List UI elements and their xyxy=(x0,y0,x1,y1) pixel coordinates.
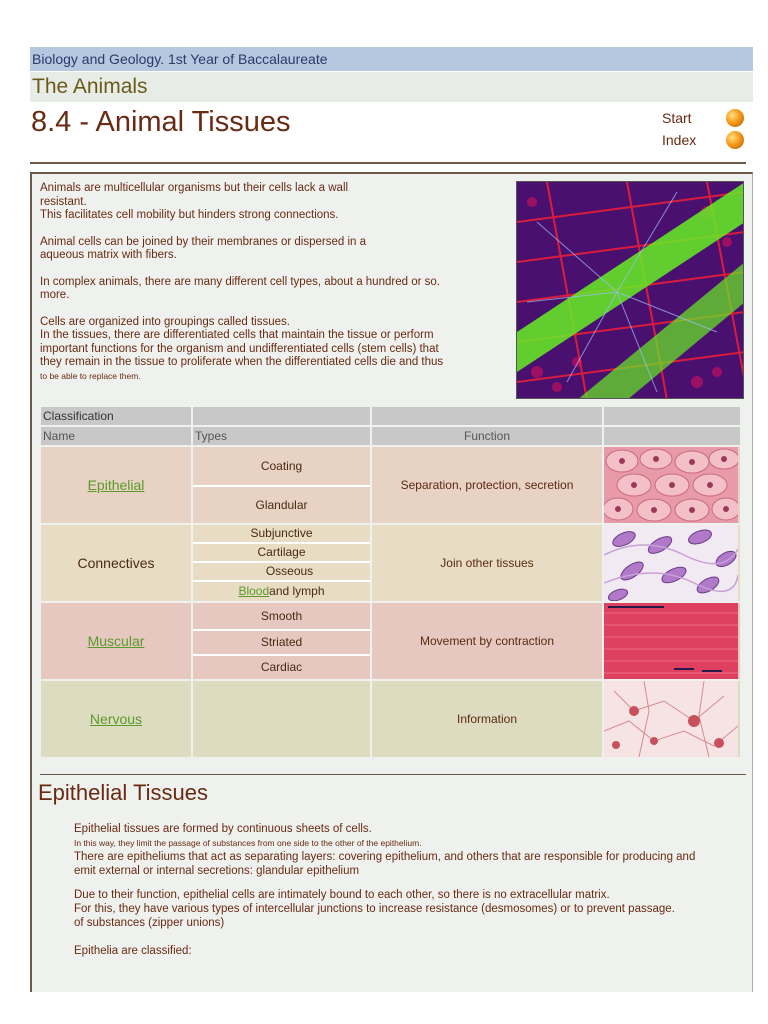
intro-line: resistant. xyxy=(40,195,87,208)
section-line: For this, they have various types of intercellular junctions to increase resistance (desmosomes) or to prevent passage. xyxy=(74,903,675,915)
intro-line: In complex animals, there are many different cell types, about a hundred or so. xyxy=(40,275,440,288)
type-cardiac: Cardiac xyxy=(260,660,303,674)
section-line: emit external or internal secretions: glandular epithelium xyxy=(74,865,360,877)
table-header-name: Name xyxy=(41,427,191,445)
course-banner: Biology and Geology. 1st Year of Baccalaureate xyxy=(30,47,753,71)
function-epithelial: Separation, protection, secretion xyxy=(372,447,602,523)
intro-text xyxy=(40,182,470,396)
type-coating: Coating xyxy=(260,459,303,473)
function-connectives: Join other tissues xyxy=(372,525,602,601)
tissue-micrograph-image xyxy=(516,181,744,399)
nervous-link[interactable]: Nervous xyxy=(89,711,143,727)
intro-line: This facilitates cell mobility but hinders strong connections. xyxy=(40,209,339,221)
tissue-classification-table xyxy=(39,405,742,759)
type-striated: Striated xyxy=(260,635,303,649)
section-line: Epithelial tissues are formed by continuous sheets of cells. xyxy=(74,823,372,835)
intro-line: more. xyxy=(40,289,70,301)
epithelial-link[interactable]: Epithelial xyxy=(87,477,145,493)
intro-line: Cells are organized into groupings called tissues. xyxy=(40,315,290,328)
nav-index-link[interactable] xyxy=(662,131,744,149)
section-line: There are epitheliums that act as separating layers: covering epithelium, and others that are responsible for producing and xyxy=(74,851,696,863)
intro-line: important functions for the organism and undifferentiated cells (stem cells) that xyxy=(40,342,439,355)
section-title: Epithelial Tissues xyxy=(38,780,208,805)
connectives-label: Connectives xyxy=(77,555,155,571)
nav-index-label: Index xyxy=(662,132,697,148)
function-muscular: Movement by contraction xyxy=(372,603,602,679)
unit-banner: The Animals xyxy=(30,72,753,102)
orange-ball-icon[interactable] xyxy=(726,109,744,127)
table-header-classification: Classification xyxy=(41,407,191,425)
page-title: 8.4 - Animal Tissues xyxy=(31,106,291,138)
intro-line: Animal cells can be joined by their membranes or dispersed in a xyxy=(40,235,366,248)
header-divider xyxy=(30,162,746,164)
blood-lymph-label: and lymph xyxy=(269,584,325,598)
intro-line: they remain in the tissue to proliferate when the differentiated cells die and thus xyxy=(40,356,444,368)
type-cartilage: Cartilage xyxy=(257,545,306,559)
type-subjunctive: Subjunctive xyxy=(250,526,313,540)
section-divider xyxy=(40,774,746,775)
function-nervous: Information xyxy=(372,681,602,757)
table-row xyxy=(41,525,740,601)
type-smooth: Smooth xyxy=(260,609,303,623)
table-header-types: Types xyxy=(193,427,370,445)
orange-ball-icon[interactable] xyxy=(726,131,744,149)
intro-line: Animals are multicellular organisms but their cells lack a wall xyxy=(40,182,349,194)
epithelial-text xyxy=(74,822,714,972)
nav-start-link[interactable] xyxy=(662,109,744,127)
nervous-tissue-image xyxy=(604,681,740,757)
section-line: Due to their function, epithelial cells are intimately bound to each other, so there is no extracellular matrix. xyxy=(74,889,610,901)
intro-line: In the tissues, there are differentiated cells that maintain the tissue or perform xyxy=(40,329,434,341)
table-header-function: Function xyxy=(372,427,602,445)
section-line: of substances (zipper unions) xyxy=(74,917,225,929)
nav-start-label: Start xyxy=(662,110,692,126)
muscle-tissue-image xyxy=(604,603,740,679)
table-row xyxy=(41,603,740,679)
intro-line-small: to be able to replace them. xyxy=(40,370,141,381)
table-row xyxy=(41,447,740,523)
type-osseous: Osseous xyxy=(265,564,314,578)
muscular-link[interactable]: Muscular xyxy=(87,633,145,649)
blood-link[interactable]: Blood xyxy=(238,584,270,598)
content-panel xyxy=(30,172,753,992)
epithelial-tissue-image xyxy=(604,447,740,523)
table-row xyxy=(41,681,740,757)
section-line: Epithelia are classified: xyxy=(74,945,192,957)
section-line-small: In this way, they limit the passage of substances from one side to the other of the epithelium. xyxy=(74,838,422,848)
intro-line: aqueous matrix with fibers. xyxy=(40,249,177,261)
type-glandular: Glandular xyxy=(255,498,308,512)
connective-tissue-image xyxy=(604,525,740,601)
